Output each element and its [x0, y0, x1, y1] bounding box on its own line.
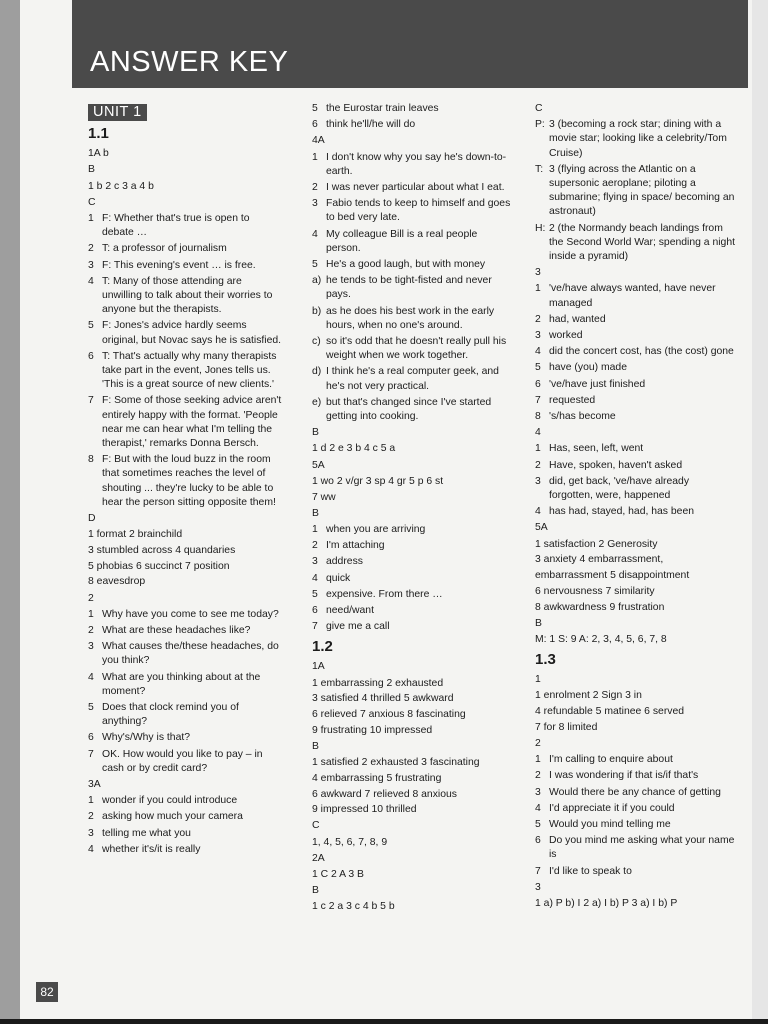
- answer-item: [535, 442, 735, 456]
- item-number: 1: [88, 795, 94, 807]
- item-answer: F: But with the loud buzz in the room that sometimes reaches the level of shouting ... they're lucky to be able to hear the person sitting opposite them!: [102, 454, 276, 508]
- item-answer: F: This evening's event … is free.: [102, 259, 256, 271]
- item-answer: T: Many of those attending are unwilling to talk about their worries to anyone but the therapists.: [102, 275, 273, 316]
- exercise-label: C: [88, 196, 96, 208]
- answer-item: [88, 671, 284, 699]
- answer-item: [535, 410, 735, 424]
- answer-item: [88, 319, 284, 347]
- section-heading: 1.3: [535, 651, 556, 669]
- item-answer: requested: [549, 394, 596, 406]
- answer-line: 1 a) P b) I 2 a) I b) P 3 a) I b) P: [535, 897, 678, 909]
- item-answer: he tends to be tight-fisted and never pays.: [326, 275, 492, 301]
- item-answer: I don't know why you say he's down-to-earth.: [326, 151, 507, 177]
- item-answer: F: Jones's advice hardly seems original, but Novac says he is satisfied.: [102, 320, 282, 346]
- item-answer: telling me what you: [102, 827, 191, 839]
- exercise-label: B: [312, 427, 319, 439]
- item-number: 5: [312, 588, 318, 600]
- answer-item: [535, 329, 735, 343]
- item-number: 3: [88, 259, 94, 271]
- item-number: 3: [88, 641, 94, 653]
- item-number: 5: [535, 362, 541, 374]
- answer-item: [312, 305, 512, 333]
- answer-item: [535, 818, 735, 832]
- item-answer: F: Whether that's true is open to debate …: [102, 213, 250, 239]
- answer-item: [88, 212, 284, 240]
- item-number: 2: [88, 243, 94, 255]
- answer-item: [88, 843, 284, 857]
- item-number: 7: [535, 394, 541, 406]
- item-answer: 've/have always wanted, have never managed: [549, 283, 716, 309]
- answer-column-2: [312, 100, 512, 916]
- exercise-label: 1A b: [88, 148, 109, 160]
- answer-item: [535, 505, 735, 519]
- answer-item: [88, 794, 284, 808]
- item-number: 4: [535, 802, 541, 814]
- answer-item: [88, 624, 284, 638]
- answer-item: [535, 459, 735, 473]
- answer-line: 9 frustrating 10 impressed: [312, 724, 433, 736]
- item-answer: but that's changed since I've started getting into cooking.: [326, 396, 492, 423]
- item-number: a): [312, 275, 322, 287]
- exercise-label: 3: [535, 267, 541, 279]
- item-answer: has had, stayed, had, has been: [549, 506, 695, 518]
- item-answer: I think he's a real computer geek, and he's not very practical.: [326, 366, 499, 392]
- item-number: 6: [312, 605, 318, 616]
- answer-line: 1 wo 2 v/gr 3 sp 4 gr 5 p 6 st: [312, 475, 444, 487]
- answer-item: [535, 394, 735, 408]
- item-answer: need/want: [326, 605, 374, 616]
- item-number: 2: [312, 540, 318, 552]
- answer-item: [535, 361, 735, 375]
- answer-item: [312, 274, 512, 302]
- item-number: 5: [88, 702, 94, 714]
- answer-item: [535, 313, 735, 327]
- item-number: 6: [88, 732, 94, 744]
- answer-item: [88, 731, 284, 745]
- answer-item: [88, 242, 284, 256]
- answer-line: 4 refundable 5 matinee 6 served: [535, 706, 685, 718]
- item-number: 1: [88, 213, 94, 225]
- item-number: P:: [535, 119, 545, 131]
- item-answer: think he'll/he will do: [326, 119, 416, 131]
- answer-item: [535, 865, 735, 879]
- item-answer: expensive. From there …: [326, 588, 443, 600]
- item-number: 3: [535, 475, 541, 487]
- item-answer: address: [326, 556, 363, 568]
- item-number: 3: [312, 198, 318, 210]
- item-answer: have (you) made: [549, 362, 627, 374]
- answer-item: [88, 827, 284, 841]
- item-number: 5: [88, 320, 94, 332]
- item-answer: as he does his best work in the early hours, when no one's around.: [326, 305, 495, 331]
- exercise-label: 2A: [312, 852, 325, 864]
- item-answer: Would you mind telling me: [549, 818, 671, 830]
- item-answer: worked: [549, 330, 583, 342]
- item-answer: Why's/Why is that?: [102, 732, 191, 744]
- item-answer: Does that clock remind you of anything?: [102, 702, 239, 728]
- exercise-label: 4A: [312, 135, 325, 147]
- section-heading: 1.2: [312, 638, 333, 656]
- answer-line: 1 enrolment 2 Sign 3 in: [535, 690, 642, 702]
- answer-item: [535, 802, 735, 816]
- item-number: 2: [535, 770, 541, 782]
- item-number: 1: [535, 754, 541, 766]
- answer-item: [535, 222, 735, 265]
- answer-line: 4 embarrassing 5 frustrating: [312, 772, 442, 784]
- item-answer: whether it's/it is really: [102, 843, 201, 855]
- answer-item: [88, 275, 284, 318]
- exercise-label: 1: [535, 674, 541, 686]
- answer-column-3: [535, 100, 735, 913]
- item-answer: give me a call: [326, 621, 390, 633]
- item-number: 4: [312, 572, 318, 584]
- answer-line: 1 d 2 e 3 b 4 c 5 a: [312, 443, 396, 455]
- item-answer: Has, seen, left, went: [549, 443, 644, 455]
- item-number: 7: [535, 865, 541, 877]
- answer-column-1: [88, 100, 284, 859]
- item-number: H:: [535, 222, 546, 234]
- item-number: 6: [535, 378, 541, 390]
- item-number: 8: [88, 454, 94, 466]
- answer-line: 7 ww: [312, 491, 336, 503]
- exercise-label: B: [312, 507, 319, 519]
- answer-item: [535, 118, 735, 161]
- item-answer: the Eurostar train leaves: [326, 103, 439, 114]
- item-number: 7: [312, 621, 318, 633]
- item-number: 4: [312, 228, 318, 240]
- answer-item: [88, 350, 284, 393]
- item-number: 5: [312, 259, 318, 271]
- answer-item: [312, 555, 512, 569]
- exercise-label: 5A: [535, 522, 548, 534]
- item-number: 8: [535, 411, 541, 423]
- answer-line: 3 stumbled across 4 quandaries: [88, 544, 236, 556]
- answer-item: [88, 748, 284, 776]
- item-answer: Fabio tends to keep to himself and goes to bed very late.: [326, 198, 511, 224]
- answer-line: 8 awkwardness 9 frustration: [535, 601, 665, 613]
- exercise-label: B: [535, 617, 542, 629]
- answer-line: 7 for 8 limited: [535, 721, 598, 733]
- answer-line: 1 satisfied 2 exhausted 3 fascinating: [312, 757, 480, 769]
- item-number: 1: [535, 283, 541, 295]
- item-answer: did the concert cost, has (the cost) gone: [549, 346, 734, 358]
- exercise-label: 5A: [312, 459, 325, 471]
- item-number: 6: [312, 119, 318, 131]
- item-answer: Do you mind me asking what your name is: [549, 835, 735, 861]
- exercise-label: C: [535, 103, 543, 114]
- exercise-label: 2: [535, 737, 541, 749]
- header-banner: [72, 0, 748, 88]
- answer-item: [312, 539, 512, 553]
- answer-line: 6 relieved 7 anxious 8 fascinating: [312, 709, 466, 721]
- answer-item: [535, 834, 735, 862]
- item-answer: Would there be any chance of getting: [549, 786, 721, 798]
- answer-item: [88, 810, 284, 824]
- answer-item: [312, 588, 512, 602]
- item-number: 2: [312, 182, 318, 194]
- exercise-label: 1A: [312, 661, 325, 673]
- item-number: 2: [535, 459, 541, 471]
- answer-item: [312, 572, 512, 586]
- answer-line: M: 1 S: 9 A: 2, 3, 4, 5, 6, 7, 8: [535, 633, 667, 645]
- item-answer: asking how much your camera: [102, 811, 243, 823]
- item-answer: My colleague Bill is a real people person.: [326, 228, 478, 254]
- answer-item: [88, 640, 284, 668]
- item-answer: What are these headaches like?: [102, 625, 251, 636]
- item-number: 5: [312, 103, 318, 114]
- answer-item: [535, 163, 735, 220]
- page-title: ANSWER KEY: [90, 46, 289, 78]
- item-number: 4: [88, 843, 94, 855]
- answer-item: [312, 335, 512, 363]
- item-number: 2: [88, 625, 94, 636]
- exercise-label: 3A: [88, 779, 101, 791]
- item-answer: He's a good laugh, but with money: [326, 259, 486, 271]
- exercise-label: 3: [535, 881, 541, 893]
- answer-line: 6 nervousness 7 similarity: [535, 585, 655, 597]
- exercise-label: B: [88, 164, 95, 176]
- answer-item: [312, 118, 512, 132]
- answer-item: [312, 181, 512, 195]
- answer-item: [535, 378, 735, 392]
- item-number: 4: [535, 346, 541, 358]
- exercise-label: 2: [88, 592, 94, 604]
- item-number: 7: [88, 748, 94, 760]
- answer-item: [312, 365, 512, 393]
- section-heading: 1.1: [88, 125, 109, 143]
- item-answer: 2 (the Normandy beach landings from the Second World War; spending a night inside a pyramid): [549, 222, 735, 263]
- answer-item: [312, 604, 512, 618]
- item-answer: What causes the/these headaches, do you think?: [102, 641, 279, 667]
- item-answer: did, get back, 've/have already forgotten, were, happened: [549, 475, 690, 502]
- answer-item: [312, 151, 512, 179]
- item-number: T:: [535, 163, 544, 175]
- answer-item: [312, 228, 512, 256]
- answer-item: [88, 259, 284, 273]
- item-answer: T: a professor of journalism: [102, 243, 227, 255]
- item-answer: when you are arriving: [326, 523, 426, 535]
- unit-badge: UNIT 1: [88, 104, 147, 121]
- item-number: 3: [88, 827, 94, 839]
- exercise-label: B: [312, 885, 319, 897]
- item-answer: 3 (becoming a rock star; dining with a movie star; looking like a celebrity/Tom Cruise): [549, 119, 727, 159]
- exercise-label: D: [88, 513, 96, 525]
- answer-line: 1 embarrassing 2 exhausted: [312, 677, 444, 689]
- item-number: 6: [88, 350, 94, 362]
- answer-line: 8 eavesdrop: [88, 576, 146, 588]
- answer-line: 3 satisfied 4 thrilled 5 awkward: [312, 693, 454, 705]
- exercise-label: B: [312, 740, 319, 752]
- item-number: 6: [535, 835, 541, 847]
- answer-item: [312, 102, 512, 116]
- answer-item: [88, 608, 284, 622]
- item-number: 1: [535, 443, 541, 455]
- item-answer: I'd appreciate it if you could: [549, 802, 675, 814]
- answer-line: 1 c 2 a 3 c 4 b 5 b: [312, 901, 395, 913]
- answer-line: 1 b 2 c 3 a 4 b: [88, 180, 154, 192]
- bottom-rule: [0, 1019, 768, 1024]
- answer-line: 3 anxiety 4 embarrassment,: [535, 554, 664, 566]
- item-answer: I'd like to speak to: [549, 865, 632, 877]
- answer-line: 1, 4, 5, 6, 7, 8, 9: [312, 836, 388, 848]
- exercise-label: C: [312, 820, 320, 832]
- answer-item: [88, 701, 284, 729]
- page-number: 82: [36, 982, 58, 1002]
- answer-item: [312, 197, 512, 225]
- item-number: 1: [312, 523, 318, 535]
- item-answer: I was wondering if that is/if that's: [549, 770, 699, 782]
- answer-item: [312, 523, 512, 537]
- item-answer: What are you thinking about at the moment?: [102, 671, 261, 697]
- item-answer: had, wanted: [549, 313, 606, 325]
- answer-item: [535, 475, 735, 503]
- item-number: 1: [88, 608, 94, 620]
- item-number: c): [312, 336, 321, 348]
- item-number: 4: [88, 671, 94, 683]
- item-number: b): [312, 305, 322, 317]
- exercise-label: 4: [535, 427, 541, 439]
- item-answer: F: Some of those seeking advice aren't entirely happy with the format. 'People near me can hear what I'm telling the therapist,' remarks Donna Bersch.: [102, 395, 282, 450]
- item-answer: Have, spoken, haven't asked: [549, 459, 683, 471]
- answer-line: 6 awkward 7 relieved 8 anxious: [312, 788, 457, 800]
- item-answer: OK. How would you like to pay – in cash or by credit card?: [102, 748, 263, 774]
- item-answer: T: That's actually why many therapists take part in the event, Jones tells us. 'This is a great source of new clients.': [102, 350, 277, 391]
- item-number: 4: [88, 275, 94, 287]
- item-answer: 've/have just finished: [549, 378, 646, 390]
- item-answer: 3 (flying across the Atlantic on a supersonic aeroplane; piloting a submarine; flying in space/ becoming an astronaut): [549, 163, 735, 218]
- item-number: 1: [312, 151, 318, 163]
- item-answer: I was never particular about what I eat.: [326, 182, 505, 194]
- item-number: e): [312, 396, 322, 408]
- answer-line: 1 C 2 A 3 B: [312, 869, 364, 881]
- item-number: 5: [535, 818, 541, 830]
- answer-item: [535, 769, 735, 783]
- item-answer: so it's odd that he doesn't really pull his weight when we work together.: [326, 336, 507, 362]
- answer-item: [535, 345, 735, 359]
- answer-item: [88, 453, 284, 510]
- answer-item: [312, 396, 512, 424]
- unit-heading: [88, 100, 284, 121]
- item-answer: quick: [326, 572, 351, 584]
- answer-item: [88, 394, 284, 451]
- item-number: 3: [535, 786, 541, 798]
- item-answer: 's/has become: [549, 411, 616, 423]
- item-number: 2: [535, 313, 541, 325]
- item-number: 4: [535, 506, 541, 518]
- answer-line: 5 phobias 6 succinct 7 position: [88, 560, 230, 572]
- item-answer: I'm calling to enquire about: [549, 754, 673, 766]
- answer-item: [535, 282, 735, 310]
- item-number: 3: [312, 556, 318, 568]
- item-answer: I'm attaching: [326, 540, 385, 552]
- answer-item: [535, 786, 735, 800]
- item-number: 7: [88, 395, 94, 407]
- answer-line: 9 impressed 10 thrilled: [312, 804, 417, 816]
- item-answer: wonder if you could introduce: [102, 795, 238, 807]
- item-answer: Why have you come to see me today?: [102, 608, 279, 620]
- answer-line: embarrassment 5 disappointment: [535, 570, 690, 582]
- answer-line: 1 satisfaction 2 Generosity: [535, 538, 658, 550]
- answer-item: [312, 258, 512, 272]
- answer-item: [535, 753, 735, 767]
- item-number: 3: [535, 330, 541, 342]
- answer-line: 1 format 2 brainchild: [88, 529, 183, 541]
- item-number: d): [312, 366, 322, 378]
- answer-item: [312, 620, 512, 634]
- item-number: 2: [88, 811, 94, 823]
